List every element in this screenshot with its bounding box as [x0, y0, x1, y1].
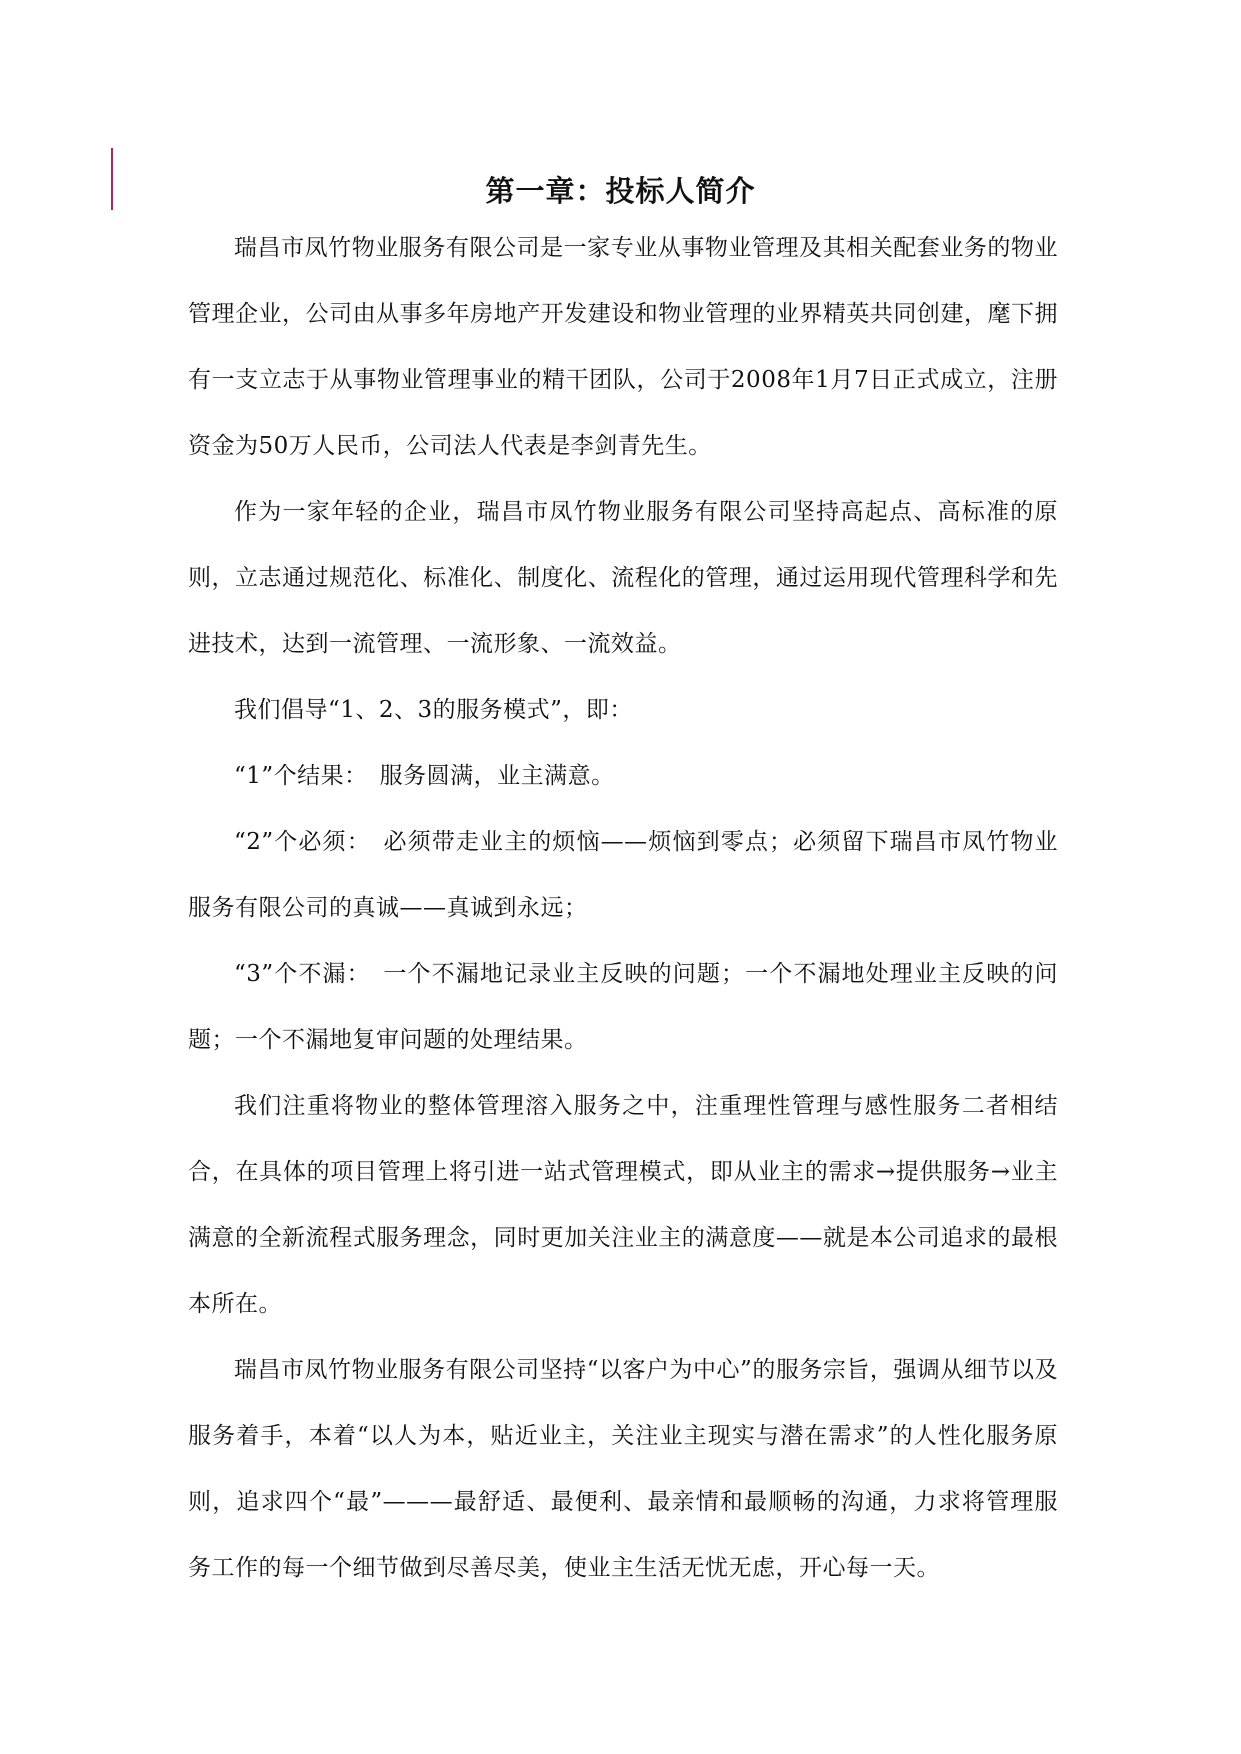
paragraph-company-intro: 瑞昌市凤竹物业服务有限公司是一家专业从事物业管理及其相关配套业务的物业管理企业，公司由从事多年房地产开发建设和物业管理的业界精英共同创建，麾下拥有一支立志于从事物业管理事业的精干团队，公司于2008年1月7日正式成立，注册资金为50万人民币，公司法人代表是李剑青先生。: [188, 235, 1058, 459]
paragraph-three-no-miss: “3”个不漏： 一个不漏地记录业主反映的问题；一个不漏地处理业主反映的问题；一个不漏地复审问题的处理结果。: [188, 961, 1058, 1053]
paragraph-customer-centric: 瑞昌市凤竹物业服务有限公司坚持“以客户为中心”的服务宗旨，强调从细节以及服务着手，本着“以人为本，贴近业主，关注业主现实与潜在需求”的人性化服务原则，追求四个“最”———最舒适、最便利、最亲情和最顺畅的沟通，力求将管理服务工作的每一个细节做到尽善尽美，使业主生活无忧无虑，开心每一天。: [188, 1357, 1058, 1581]
page-title: 第一章：投标人简介: [485, 174, 756, 209]
paragraph-two-musts: “2”个必须： 必须带走业主的烦恼——烦恼到零点；必须留下瑞昌市凤竹物业服务有限公司的真诚——真诚到永远；: [188, 829, 1058, 921]
paragraph-principles: 作为一家年轻的企业，瑞昌市凤竹物业服务有限公司坚持高起点、高标准的原则，立志通过规范化、标准化、制度化、流程化的管理，通过运用现代管理科学和先进技术，达到一流管理、一流形象、一流效益。: [188, 499, 1058, 657]
document-body: [188, 215, 1058, 1601]
paragraph-one-result: “1”个结果： 服务圆满，业主满意。: [234, 763, 615, 789]
paragraph-service-model: 我们倡导“1、2、3的服务模式”，即：: [234, 697, 633, 723]
paragraph-management-philosophy: 我们注重将物业的整体管理溶入服务之中，注重理性管理与感性服务二者相结合，在具体的项目管理上将引进一站式管理模式，即从业主的需求→提供服务→业主满意的全新流程式服务理念，同时更加关注业主的满意度——就是本公司追求的最根本所在。: [188, 1093, 1058, 1317]
